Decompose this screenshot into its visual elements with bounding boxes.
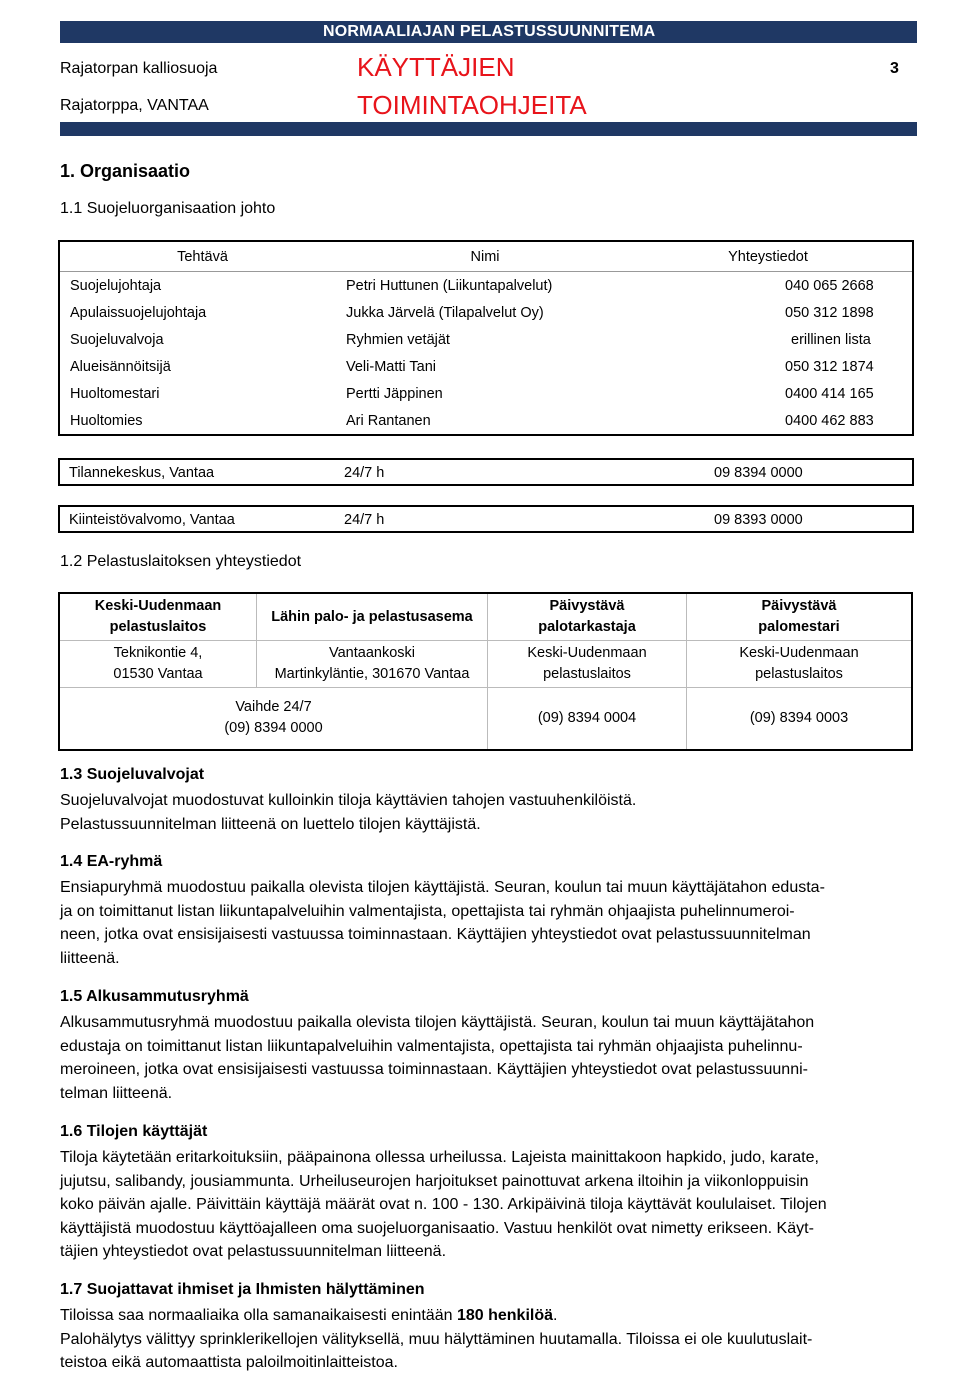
subsection-title: 1.7 Suojattavat ihmiset ja Ihmisten hälyttäminen: [60, 1281, 425, 1298]
location-address: Rajatorppa, VANTAA: [60, 97, 209, 114]
section-title: 1. Organisaatio: [60, 161, 191, 181]
paragraph: Tiloja käytetään eritarkoituksiin, pääpainona ollessa urheilussa. Lajeista mainittakoon hapkido, judo, karate, jujutsu, salibandy, jousiammunta. Urheiluseurojen harjoitukset painottuvat arkena iltoihin ja viikonloppuisin koko päivän ajalle. Päivittäin käyttäjä määrät ovat n. 100 - 130. Arkipäivinä tiloja käyttävät koululaiset. Tilojen käyttäjistä muodostuu käyttöajalleen oma suojeluorganisaatio. Vastuu henkilöt ovat nimetty erikseen. Käyt- täjien yhteystiedot ovat pelastussuunnitelman liitteenä.: [60, 1149, 827, 1261]
table-row: [59, 353, 913, 380]
table-cell: Huoltomestari: [70, 385, 160, 402]
header-bottom-bar: [60, 122, 917, 136]
table-cell: Suojelujohtaja: [70, 277, 162, 294]
paragraph: Suojeluvalvojat muodostuvat kulloinkin tiloja käyttävien tahojen vastuuhenkilöistä. Pelastussuunnitelman liitteenä on luettelo tilojen käyttäjistä.: [60, 792, 637, 833]
table-cell: Ari Rantanen: [346, 412, 431, 429]
table-header-row: [59, 241, 913, 272]
table-row: [59, 380, 913, 407]
table-cell: Petri Huttunen (Liikuntapalvelut): [346, 277, 553, 294]
table-cell: Keski-Uudenmaan pelastuslaitos: [687, 641, 913, 688]
table-cell: Teknikontie 4, 01530 Vantaa: [59, 641, 257, 688]
plan-title: NORMAALIAJAN PELASTUSSUUNNITEMA: [323, 23, 656, 40]
page-number: 3: [890, 60, 899, 77]
table-cell: 0400 414 165: [785, 385, 874, 402]
column-header: Nimi: [346, 241, 625, 272]
subsection-title: 1.6 Tilojen käyttäjät: [60, 1123, 208, 1140]
table-cell: Ryhmien vetäjät: [346, 331, 450, 348]
table-cell: (09) 8394 0004: [488, 688, 687, 750]
table-cell: Jukka Järvelä (Tilapalvelut Oy): [346, 304, 544, 321]
box-hours: 24/7 h: [344, 512, 385, 528]
box-phone: 09 8394 0000: [714, 465, 803, 481]
box-label: Kiinteistövalvomo, Vantaa: [69, 512, 235, 528]
rescue-contacts-table: [58, 592, 913, 751]
table-cell: Päivystävä palomestari: [687, 593, 913, 641]
table-cell: erillinen lista: [791, 331, 871, 348]
table-cell: Pertti Jäppinen: [346, 385, 443, 402]
table-row: [59, 593, 912, 641]
table-cell: 050 312 1898: [785, 304, 874, 321]
subsection-title: 1.1 Suojeluorganisaation johto: [60, 200, 276, 217]
subsection-title: 1.2 Pelastuslaitoksen yhteystiedot: [60, 553, 302, 570]
doc-title-line2: TOIMINTAOHJEITA: [357, 90, 587, 120]
column-header: Yhteystiedot: [625, 241, 913, 272]
table-cell: Vaihde 24/7 (09) 8394 0000: [59, 688, 488, 750]
paragraph: Ensiapuryhmä muodostuu paikalla olevista tilojen käyttäjistä. Seuran, koulun tai muun käyttäjätahon edusta- ja on toimittanut listan liikuntapalveluihin valmentajista, opettajista tai ryhmän ohjaajista puhelinnumeroi- neen, jotka ovat ensisijaisesti vastuussa toiminnastaan. Käyttäjien yhteystiedot ovat pelastussuunnitelman liitteenä.: [60, 879, 825, 967]
table-cell: Huoltomies: [70, 412, 143, 429]
subsection-title: 1.4 EA-ryhmä: [60, 853, 163, 870]
table-row: [59, 299, 913, 326]
doc-title-line1: KÄYTTÄJIEN: [357, 52, 515, 82]
tilannekeskus-box: [58, 458, 914, 486]
kiinteistovalvomo-box: [58, 505, 914, 533]
table-cell: Veli-Matti Tani: [346, 358, 436, 375]
location-name: Rajatorpan kalliosuoja: [60, 60, 218, 77]
table-row: [59, 407, 913, 435]
paragraph: Tiloissa saa normaaliaika olla samanaikaisesti enintään 180 henkilöä. Palohälytys välittyy sprinklerikellojen välityksellä, muu hälyttäminen huutamalla. Tiloissa ei ole kuulutuslait- teistoa eikä automaattista paloilmoitinlaitteistoa.: [60, 1307, 813, 1372]
table-cell: Keski-Uudenmaan pelastuslaitos: [488, 641, 687, 688]
table-cell: Apulaissuojelujohtaja: [70, 304, 207, 321]
table-row: [59, 272, 913, 300]
table-cell: Lähin palo- ja pelastusasema: [257, 593, 488, 641]
organisation-table: [58, 240, 914, 436]
subsection-title: 1.3 Suojeluvalvojat: [60, 766, 205, 783]
table-row: [59, 688, 912, 750]
table-cell: Päivystävä palotarkastaja: [488, 593, 687, 641]
table-cell: Vantaankoski Martinkyläntie, 301670 Vantaa: [257, 641, 488, 688]
table-cell: Suojeluvalvoja: [70, 331, 164, 348]
box-phone: 09 8393 0000: [714, 512, 803, 528]
column-header: Tehtävä: [59, 241, 346, 272]
table-cell: (09) 8394 0003: [687, 688, 913, 750]
table-cell: 0400 462 883: [785, 412, 874, 429]
table-row: [59, 326, 913, 353]
table-cell: 050 312 1874: [785, 358, 874, 375]
paragraph: Alkusammutusryhmä muodostuu paikalla olevista tilojen käyttäjistä. Seuran, koulun tai muun käyttäjätahon edustaja on toimittanut listan liikuntapalveluihin valmentajista, opettajista tai ryhmän ohjaajista puhelinnu- meroineen, jotka ovat ensisijaisesti vastuussa toiminnastaan. Käyttäjien yhteystiedot ovat pelastussuunni- telman liitteenä.: [60, 1014, 815, 1102]
box-label: Tilannekeskus, Vantaa: [69, 465, 215, 481]
subsection-title: 1.5 Alkusammutusryhmä: [60, 988, 249, 1005]
table-cell: Alueisännöitsijä: [70, 358, 171, 375]
table-cell: 040 065 2668: [785, 277, 874, 294]
table-row: [59, 641, 912, 688]
table-cell: Keski-Uudenmaan pelastuslaitos: [59, 593, 257, 641]
box-hours: 24/7 h: [344, 465, 385, 481]
